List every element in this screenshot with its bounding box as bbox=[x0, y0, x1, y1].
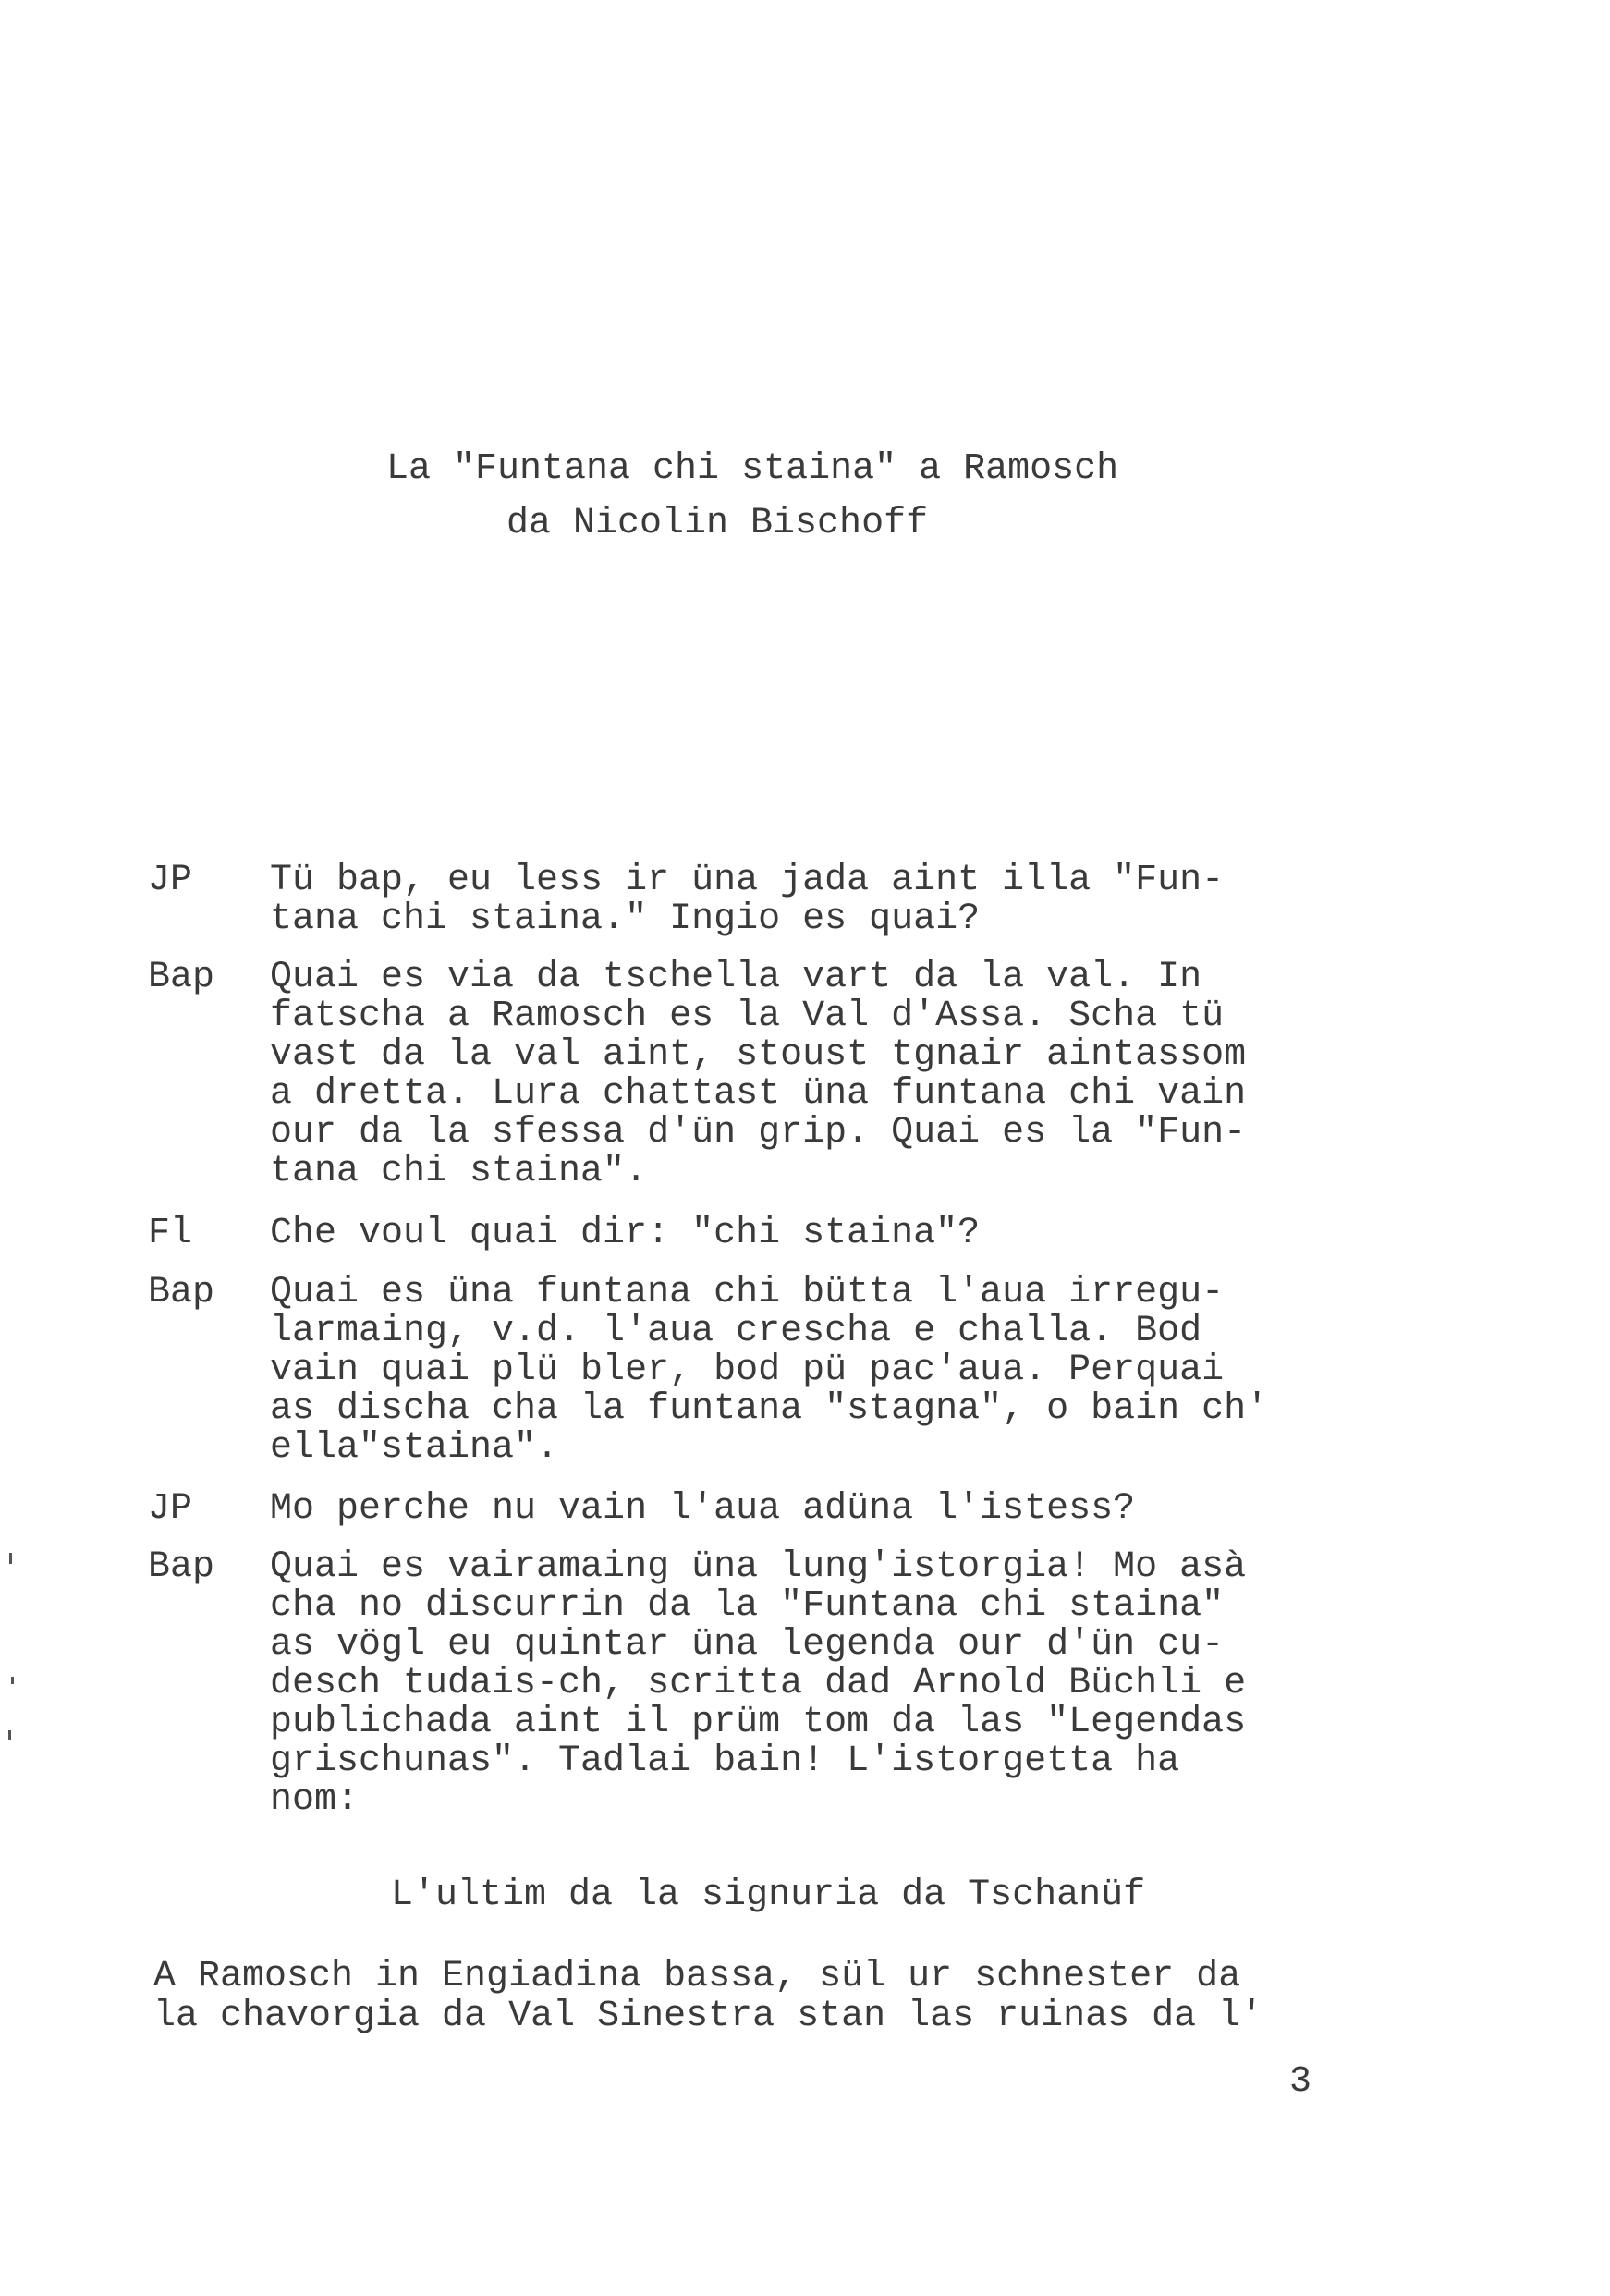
margin-mark bbox=[11, 1677, 14, 1684]
speech-text: Che voul quai dir: "chi staina"? bbox=[270, 1213, 981, 1254]
speaker-label: Fl bbox=[148, 1213, 193, 1254]
speech-text: Quai es via da tschella vart da la val. In fatscha a Ramosch es la Val d'Assa. Scha tü vast da la val aint, stoust tgnair aintassom a dretta. Lura chattast üna funtana chi vain our da la sfessa d'ün grip. Quai es la "Fun- tana chi staina". bbox=[270, 957, 1247, 1192]
speech-text: Quai es üna funtana chi bütta l'aua irregu- larmaing, v.d. l'aua crescha e challa. Bod vain quai plü bler, bod pü pac'aua. Perquai as discha cha la funtana "stagna", o bain ch' ella"staina". bbox=[270, 1272, 1269, 1469]
speaker-label: JP bbox=[148, 860, 193, 901]
story-heading: L'ultim da la signuria da Tschanüf bbox=[391, 1875, 1146, 1916]
speech-text: Tü bap, eu less ir üna jada aint illa "Fun- tana chi staina." Ingio es quai? bbox=[270, 860, 1225, 940]
speech-text: Mo perche nu vain l'aua adüna l'istess? bbox=[270, 1488, 1136, 1530]
speaker-label: Bap bbox=[148, 1546, 215, 1588]
margin-mark bbox=[9, 1553, 12, 1564]
speaker-label: Bap bbox=[148, 957, 215, 998]
speaker-label: Bap bbox=[148, 1272, 215, 1313]
document-author: da Nicolin Bischoff bbox=[506, 503, 929, 544]
margin-mark bbox=[8, 1730, 11, 1740]
speaker-label: JP bbox=[148, 1488, 193, 1530]
story-text: A Ramosch in Engiadina bassa, sül ur schnester da la chavorgia da Val Sinestra stan las ruinas da l' bbox=[153, 1956, 1263, 2037]
document-title: La "Funtana chi staina" a Ramosch bbox=[386, 448, 1119, 490]
speech-text: Quai es vairamaing üna lung'istorgia! Mo asà cha no discurrin da la "Funtana chi staina" as vögl eu quintar üna legenda our d'ün cu- desch tudais-ch, scritta dad Arnold Büchli e publichada aint il prüm tom da las "Legendas grischunas". Tadlai bain! L'istorgetta ha nom: bbox=[270, 1546, 1247, 1821]
page-number: 3 bbox=[1289, 2061, 1312, 2103]
